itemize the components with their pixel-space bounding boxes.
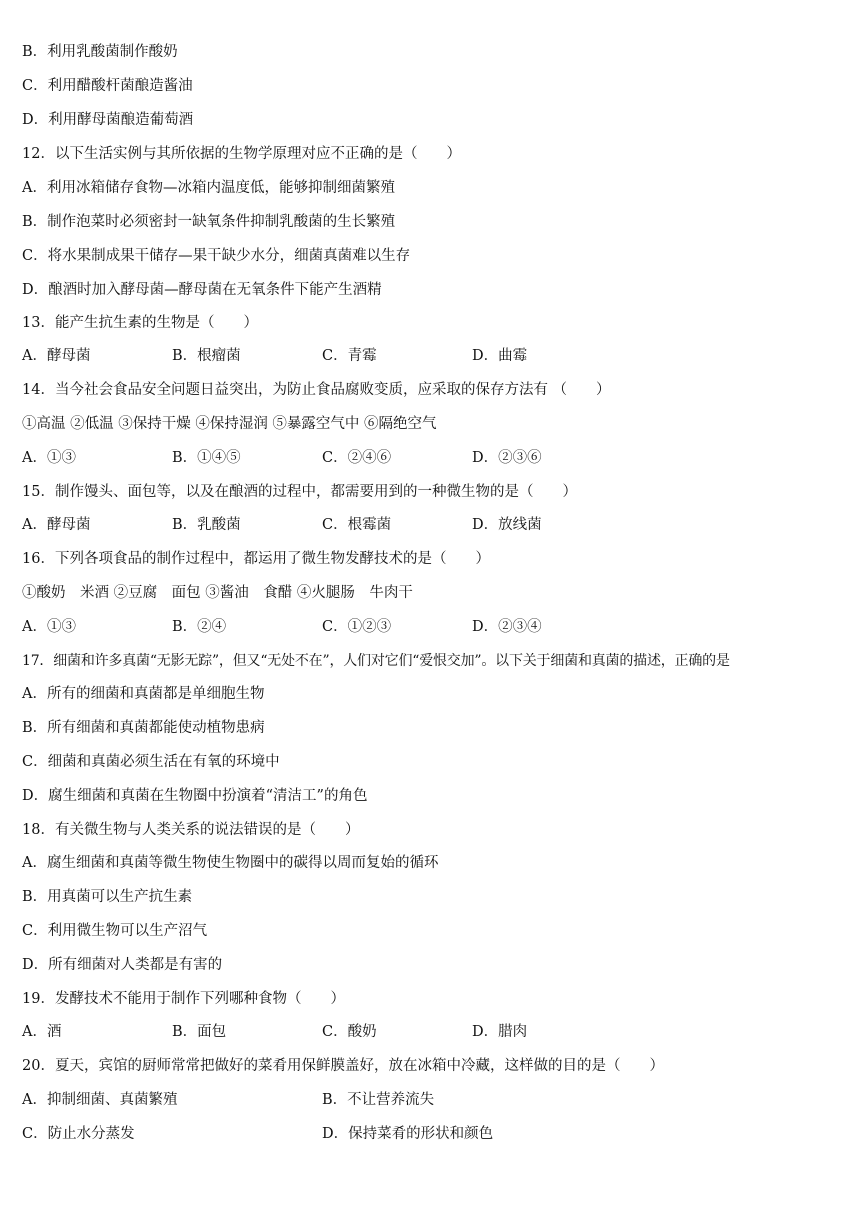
q13-options (22, 346, 842, 366)
question-18: 18．有关微生物与人类关系的说法错误的是（ ） (22, 822, 360, 838)
q19-option-a: A．酒 (22, 1024, 62, 1040)
q18-option-c: C．利用微生物可以生产沼气 (22, 923, 208, 939)
question-15: 15．制作馒头、面包等，以及在酿酒的过程中，都需要用到的一种微生物的是（ ） (22, 484, 577, 500)
q12-option-d: D．酿酒时加入酵母菌—酵母菌在无氧条件下能产生酒精 (22, 282, 382, 298)
q20-option-a: A．抑制细菌、真菌繁殖 (22, 1092, 178, 1108)
q18-option-d: D．所有细菌对人类都是有害的 (22, 957, 223, 973)
q12-option-a: A．利用冰箱储存食物—冰箱内温度低，能够抑制细菌繁殖 (22, 180, 395, 196)
q19-option-d: D．腊肉 (472, 1024, 528, 1040)
q20-option-c: C．防止水分蒸发 (22, 1126, 135, 1142)
q19-options (22, 1022, 842, 1042)
q15-option-a: A．酵母菌 (22, 517, 91, 533)
q18-option-a: A．腐生细菌和真菌等微生物使生物圈中的碳得以周而复始的循环 (22, 855, 439, 871)
q12-option-c: C．将水果制成果干储存—果干缺少水分，细菌真菌难以生存 (22, 248, 411, 264)
question-17: 17．细菌和许多真菌“无影无踪”，但又“无处不在”，人们对它们“爱恨交加”。以下关于细菌和真菌的描述，正确的是 (22, 653, 730, 669)
q12-option-b: B．制作泡菜时必须密封一缺氧条件抑制乳酸菌的生长繁殖 (22, 214, 396, 230)
q19-option-b: B．面包 (172, 1024, 227, 1040)
q16-options (22, 617, 842, 637)
q13-option-a: A．酵母菌 (22, 348, 91, 364)
q13-option-d: D．曲霉 (472, 348, 528, 364)
q16-statements: ①酸奶 米酒 ②豆腐 面包 ③酱油 食醋 ④火腿肠 牛肉干 (22, 585, 413, 601)
q17-option-d: D．腐生细菌和真菌在生物圈中扮演着“清洁工”的角色 (22, 788, 368, 804)
q20-option-d: D．保持菜肴的形状和颜色 (322, 1126, 494, 1142)
q14-statements: ①高温 ②低温 ③保持干燥 ④保持湿润 ⑤暴露空气中 ⑥隔绝空气 (22, 416, 437, 432)
q20-options-row2 (22, 1124, 842, 1144)
q15-option-b: B．乳酸菌 (172, 517, 241, 533)
q14-option-d: D．②③⑥ (472, 450, 542, 466)
q16-option-d: D．②③④ (472, 619, 542, 635)
q15-options (22, 515, 842, 535)
q17-option-b: B．所有细菌和真菌都能使动植物患病 (22, 720, 265, 736)
question-16: 16．下列各项食品的制作过程中，都运用了微生物发酵技术的是（ ） (22, 551, 490, 567)
q13-option-b: B．根瘤菌 (172, 348, 241, 364)
q20-option-b: B．不让营养流失 (322, 1092, 435, 1108)
q15-option-d: D．放线菌 (472, 517, 542, 533)
q14-option-c: C．②④⑥ (322, 450, 392, 466)
q19-option-c: C．酸奶 (322, 1024, 377, 1040)
q11-option-b: B．利用乳酸菌制作酸奶 (22, 44, 178, 60)
question-14: 14．当今社会食品安全问题日益突出，为防止食品腐败变质，应采取的保存方法有 （ ） (22, 382, 611, 398)
q16-option-b: B．②④ (172, 619, 227, 635)
q16-option-a: A．①③ (22, 619, 76, 635)
q17-option-a: A．所有的细菌和真菌都是单细胞生物 (22, 686, 265, 702)
question-19: 19．发酵技术不能用于制作下列哪种食物（ ） (22, 991, 345, 1007)
q14-options (22, 448, 842, 468)
question-12: 12．以下生活实例与其所依据的生物学原理对应不正确的是（ ） (22, 146, 461, 162)
q18-option-b: B．用真菌可以生产抗生素 (22, 889, 193, 905)
q20-options-row1 (22, 1090, 842, 1110)
question-20: 20．夏天，宾馆的厨师常常把做好的菜肴用保鲜膜盖好，放在冰箱中冷藏，这样做的目的是（ ） (22, 1058, 664, 1074)
q13-option-c: C．青霉 (322, 348, 377, 364)
q14-option-b: B．①④⑤ (172, 450, 241, 466)
q11-option-d: D．利用酵母菌酿造葡萄酒 (22, 112, 194, 128)
q14-option-a: A．①③ (22, 450, 76, 466)
q17-option-c: C．细菌和真菌必须生活在有氧的环境中 (22, 754, 280, 770)
q16-option-c: C．①②③ (322, 619, 392, 635)
q11-option-c: C．利用醋酸杆菌酿造酱油 (22, 78, 193, 94)
question-13: 13．能产生抗生素的生物是（ ） (22, 315, 258, 331)
q15-option-c: C．根霉菌 (322, 517, 392, 533)
